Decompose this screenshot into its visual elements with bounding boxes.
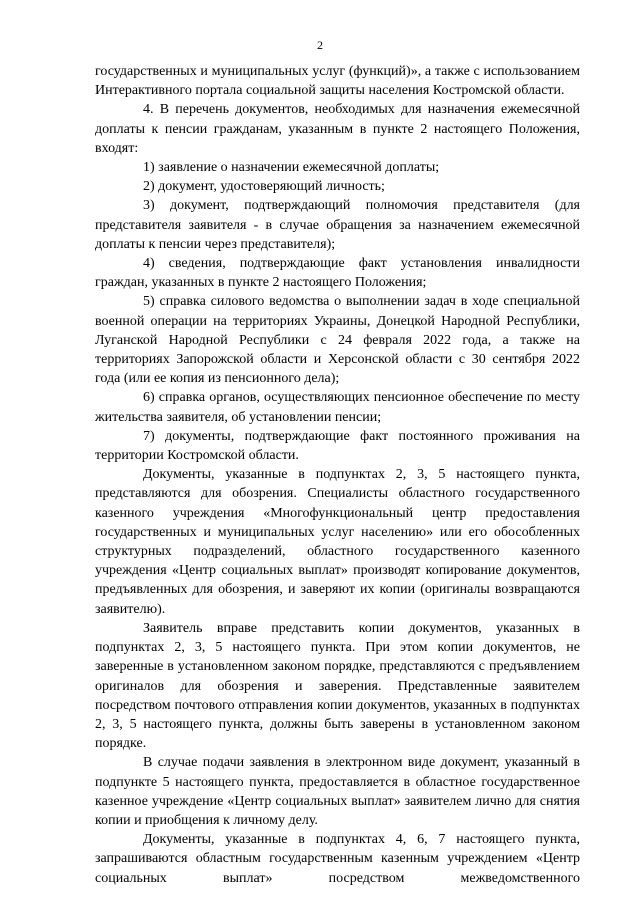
paragraph-documents-for-review: Документы, указанные в подпунктах 2, 3, 5 настоящего пункта, представляются для обозрения. Специалисты областного государственного казенного учреждения «Многофункциональный центр предоставления государственных и муниципальных услуг населению» или его обособленных структурных подразделений, областного государственного казенного учреждения «Центр социальных выплат» производят копирование документов, предъявленных для обозрения, и заверяют их копии (оригиналы возвращаются заявителю).: [95, 467, 580, 617]
list-item-2: 2) документ, удостоверяющий личность;: [143, 179, 385, 195]
list-item-3: 3) документ, подтверждающий полномочия представителя (для представителя заявителя - в случае обращения за назначением ежемесячной доплаты к пенсии через представителя);: [95, 198, 580, 252]
paragraph-electronic-application: В случае подачи заявления в электронном виде документ, указанный в подпункте 5 настоящего пункта, предоставляется в областное государственное казенное учреждение «Центр социальных выплат» заявителем лично для снятия копии и приобщения к личному делу.: [95, 755, 580, 828]
list-item-4: 4) сведения, подтверждающие факт установления инвалидности граждан, указанных в пункте 2 настоящего Положения;: [95, 256, 580, 291]
document-body: [95, 62, 580, 888]
list-item-5: 5) справка силового ведомства о выполнении задач в ходе специальной военной операции на территориях Украины, Донецкой Народной Республики, Луганской Народной Республики с 24 февраля 2022 года, а также на территориях Запорожской области и Херсонской области с 30 сентября 2022 года (или ее копия из пенсионного дела);: [95, 294, 580, 387]
list-item-7: 7) документы, подтверждающие факт постоянного проживания на территории Костромской области.: [95, 428, 580, 464]
list-item-6: 6) справка органов, осуществляющих пенсионное обеспечение по месту жительства заявителя, об установлении пенсии;: [95, 390, 580, 425]
list-item-1: 1) заявление о назначении ежемесячной доплаты;: [143, 160, 440, 176]
paragraph-item-4: 4. В перечень документов, необходимых для назначения ежемесячной доплаты к пенсии гражданам, указанным в пункте 2 настоящего Положения, входят:: [95, 102, 580, 156]
page-number: 2: [317, 38, 323, 52]
paragraph-interagency-request: Документы, указанные в подпунктах 4, 6, 7 настоящего пункта, запрашиваются областным государственным казенным учреждением «Центр социальных выплат» посредством межведомственного: [95, 832, 580, 886]
paragraph-copies: Заявитель вправе представить копии документов, указанных в подпунктах 2, 3, 5 настоящего пункта. При этом копии документов, не заверенные в установленном законом порядке, представляются с предъявлением оригиналов для обозрения и заверения. Представленные заявителем посредством почтового отправления копии документов, указанных в подпунктах 2, 3, 5 настоящего пункта, должны быть заверены в установленном законом порядке.: [95, 620, 580, 752]
paragraph-continuation: государственных и муниципальных услуг (функций)», а также с использованием Интерактивного портала социальной защиты населения Костромской области.: [95, 64, 580, 99]
